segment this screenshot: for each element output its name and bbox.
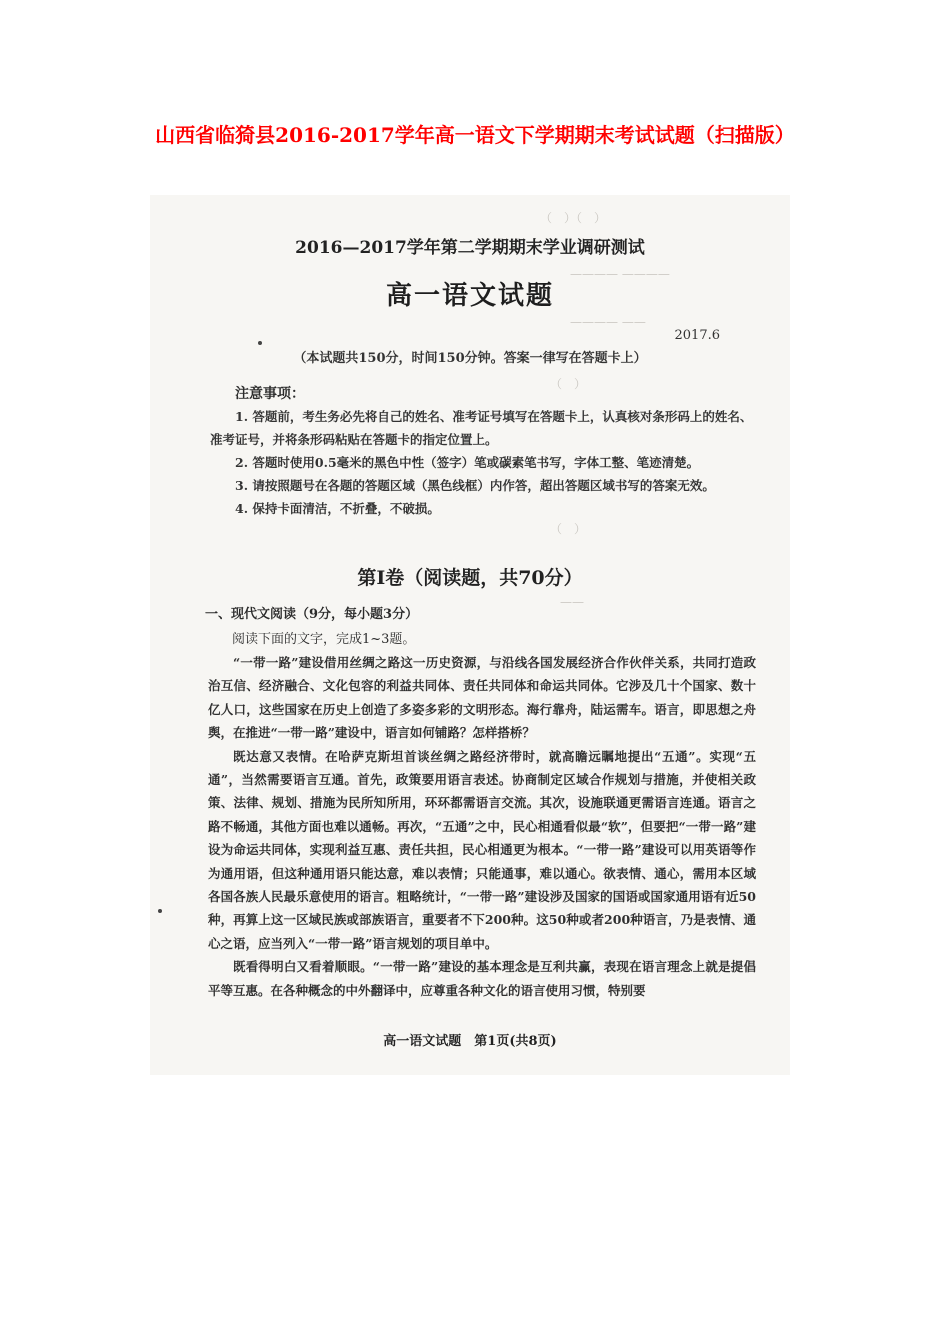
passage-paragraph: “一带一路”建设借用丝绸之路这一历史资源，与沿线各国发展经济合作伙伴关系，共同打造政治互信、经济融合、文化包容的利益共同体、责任共同体和命运共同体。它涉及几十个国家、数十亿人口，这些国家在历史上创造了多姿多彩的文明形态。海行靠舟，陆运需车。语言，即思想之舟舆，在推进“一带一路”建设中，语言如何铺路？怎样搭桥？ xyxy=(208,655,756,741)
notice-heading: 注意事项： xyxy=(235,386,305,402)
exam-header: 2016—2017学年第二学期期末学业调研测试 xyxy=(295,238,645,258)
notice-item: 1. 答题前，考生务必先将自己的姓名、准考证号填写在答题卡上，认真核对条形码上的姓名、准考证号，并将条形码粘贴在答题卡的指定位置上。 xyxy=(210,409,753,447)
notice-list xyxy=(210,405,755,520)
exam-date: 2017.6 xyxy=(674,328,720,343)
bleed-through-text: （ ）（ ） xyxy=(540,211,607,225)
reading-instruction: 阅读下面的文字，完成1~3题。 xyxy=(232,632,416,647)
notice-item: 2. 答题时使用0.5毫米的黑色中性（签字）笔或碳素笔书写，字体工整、笔迹清楚。 xyxy=(235,455,700,470)
bleed-through-text: （ ） xyxy=(550,377,587,391)
document-title: 山西省临猗县2016-2017学年高一语文下学期期末考试试题（扫描版） xyxy=(155,123,795,147)
exam-subject-title: 高一语文试题 xyxy=(385,281,554,311)
section-heading: 第Ⅰ卷（阅读题，共70分） xyxy=(357,567,583,589)
exam-note: （本试题共150分，时间150分钟。答案一律写在答题卡上） xyxy=(293,351,647,366)
reading-passage xyxy=(208,651,756,1002)
bleed-through-text: —— xyxy=(560,595,584,609)
part-heading: 一、现代文阅读（9分，每小题3分） xyxy=(205,607,419,622)
notice-item: 3. 请按照题号在各题的答题区域（黑色线框）内作答，超出答题区域书写的答案无效。 xyxy=(235,478,715,493)
passage-paragraph: 既看得明白又看着顺眼。“一带一路”建设的基本理念是互利共赢，表现在语言理念上就是提倡平等互惠。在各种概念的中外翻译中，应尊重各种文化的语言使用习惯，特别要 xyxy=(208,959,756,998)
page-footer: 高一语文试题 第1页(共8页) xyxy=(383,1034,557,1049)
bleed-through-text: ———— ———— xyxy=(570,267,670,281)
scanned-page xyxy=(150,195,790,1075)
passage-paragraph: 既达意又表情。在哈萨克斯坦首谈丝绸之路经济带时，就高瞻远瞩地提出“五通”。实现“五通”，当然需要语言互通。首先，政策要用语言表述。协商制定区域合作规划与措施，并使相关政策、法律、规划、措施为民所知所用，环环都需语言交流。其次，设施联通更需语言连通。语言之路不畅通，其他方面也难以通畅。再次，“五通”之中，民心相通看似最“软”，但要把“一带一路”建设为命运共同体，实现利益互惠、责任共担，民心相通更为根本。“一带一路”建设可以用英语等作为通用语，但这种通用语只能达意，难以表情；只能通事，难以通心。欲表情、通心，需用本区域各国各族人民最乐意使用的语言。粗略统计，“一带一路”建设涉及国家的国语或国家通用语有近50种，再算上这一区域民族或部族语言，重要者不下200种。这50种或者200种语言，乃是表情、通心之语，应当列入“一带一路”语言规划的项目单中。 xyxy=(208,748,756,951)
bleed-through-text: ———— —— xyxy=(570,315,646,329)
scan-speck xyxy=(258,341,262,345)
bleed-through-text: （ ） xyxy=(550,522,587,536)
scan-speck xyxy=(158,909,162,913)
notice-item: 4. 保持卡面清洁，不折叠，不破损。 xyxy=(235,501,440,516)
